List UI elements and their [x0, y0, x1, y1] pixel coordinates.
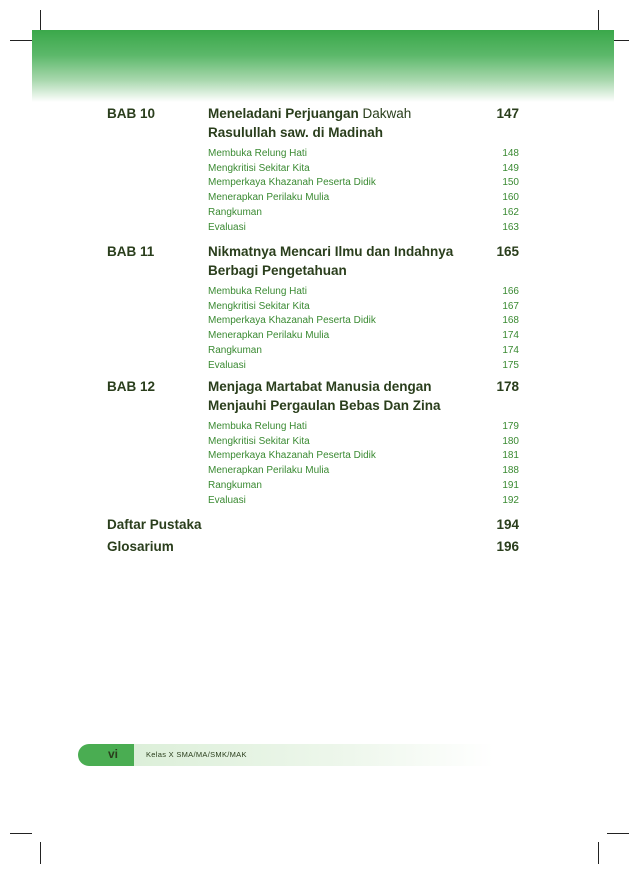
subsection-item[interactable]: [208, 419, 519, 434]
subsection-page: 188: [502, 465, 519, 477]
chapter-title[interactable]: Nikmatnya Mencari Ilmu dan Indahnya Berbagi Pengetahuan: [208, 244, 454, 278]
subsection-page: 192: [502, 494, 519, 506]
subsection-page: 179: [502, 420, 519, 432]
chapter-title-part: Meneladani Perjuangan: [208, 106, 363, 121]
subsection-item[interactable]: [208, 493, 519, 508]
subsection-title: Menerapkan Perilaku Mulia: [208, 330, 330, 342]
subsection-page: 160: [502, 192, 519, 204]
subsection-item[interactable]: [208, 449, 519, 464]
subsection-title: Menerapkan Perilaku Mulia: [208, 192, 330, 204]
chapter-label: BAB 12: [107, 379, 156, 394]
subsection-item[interactable]: [208, 314, 519, 329]
subsection-item[interactable]: [208, 205, 519, 220]
subsection-item[interactable]: [208, 328, 519, 343]
subsection-list: [208, 415, 519, 508]
subsection-page: 150: [502, 177, 519, 189]
subsection-page: 191: [502, 480, 519, 492]
subsection-list: [208, 280, 519, 373]
subsection-title: Memperkaya Khazanah Peserta Didik: [208, 177, 376, 189]
footer-book-title: Kelas X SMA/MA/SMK/MAK: [146, 750, 247, 759]
header-band: [32, 30, 614, 102]
chapter-label: BAB 10: [107, 106, 156, 121]
crop-mark: [10, 40, 32, 41]
subsection-title: Membuka Relung Hati: [208, 285, 307, 297]
subsection-item[interactable]: [208, 434, 519, 449]
subsection-item[interactable]: [208, 478, 519, 493]
chapter-label: BAB 11: [107, 244, 155, 259]
back-matter-page: 196: [496, 538, 519, 554]
subsection-page: 181: [502, 450, 519, 462]
subsection-page: 174: [502, 345, 519, 357]
subsection-page: 180: [502, 435, 519, 447]
subsection-page: 163: [502, 221, 519, 233]
subsection-item[interactable]: [208, 146, 519, 161]
subsection-title: Membuka Relung Hati: [208, 420, 307, 432]
subsection-item[interactable]: [208, 190, 519, 205]
subsection-item[interactable]: [208, 299, 519, 314]
subsection-title: Memperkaya Khazanah Peserta Didik: [208, 450, 376, 462]
back-matter-item[interactable]: [107, 535, 519, 557]
crop-mark: [607, 833, 629, 834]
subsection-page: 167: [502, 300, 519, 312]
chapter-page: 147: [496, 106, 519, 121]
subsection-item[interactable]: [208, 220, 519, 235]
subsection-item[interactable]: [208, 176, 519, 191]
chapter-title[interactable]: [208, 104, 479, 142]
subsection-page: 174: [502, 330, 519, 342]
subsection-page: 148: [502, 147, 519, 159]
subsection-page: 149: [502, 162, 519, 174]
crop-mark: [598, 842, 599, 864]
subsection-title: Mengkritisi Sekitar Kita: [208, 300, 310, 312]
subsection-page: 168: [502, 315, 519, 327]
page-number: vi: [108, 747, 119, 761]
subsection-title: Evaluasi: [208, 221, 246, 233]
crop-mark: [10, 833, 32, 834]
chapter-10: [107, 104, 519, 235]
chapter-title-part: Rasulullah saw. di Madinah: [208, 125, 384, 140]
back-matter: [107, 513, 519, 557]
subsection-title: Rangkuman: [208, 207, 262, 219]
crop-mark: [40, 10, 41, 32]
subsection-item[interactable]: [208, 358, 519, 373]
subsection-title: Evaluasi: [208, 359, 246, 371]
subsection-item[interactable]: [208, 343, 519, 358]
subsection-page: 166: [502, 285, 519, 297]
chapter-page: 178: [496, 379, 519, 394]
chapter-12: [107, 377, 519, 508]
subsection-page: 162: [502, 207, 519, 219]
subsection-list: [208, 142, 519, 235]
subsection-item[interactable]: [208, 161, 519, 176]
subsection-title: Rangkuman: [208, 480, 262, 492]
crop-mark: [40, 842, 41, 864]
chapter-title[interactable]: Menjaga Martabat Manusia dengan Menjauhi Pergaulan Bebas Dan Zina: [208, 379, 441, 413]
subsection-title: Menerapkan Perilaku Mulia: [208, 465, 330, 477]
chapter-page: 165: [496, 244, 519, 259]
chapter-11: [107, 242, 519, 373]
subsection-title: Membuka Relung Hati: [208, 147, 307, 159]
subsection-item[interactable]: [208, 284, 519, 299]
footer-tab: [78, 744, 134, 766]
subsection-title: Memperkaya Khazanah Peserta Didik: [208, 315, 376, 327]
back-matter-item[interactable]: [107, 513, 519, 535]
subsection-page: 175: [502, 359, 519, 371]
subsection-title: Rangkuman: [208, 345, 262, 357]
back-matter-page: 194: [496, 516, 519, 532]
subsection-item[interactable]: [208, 463, 519, 478]
crop-mark: [598, 10, 599, 32]
subsection-title: Evaluasi: [208, 494, 246, 506]
back-matter-label: Daftar Pustaka: [107, 516, 202, 532]
chapter-title-part: Dakwah: [362, 106, 412, 121]
back-matter-label: Glosarium: [107, 538, 174, 554]
subsection-title: Mengkritisi Sekitar Kita: [208, 162, 310, 174]
subsection-title: Mengkritisi Sekitar Kita: [208, 435, 310, 447]
